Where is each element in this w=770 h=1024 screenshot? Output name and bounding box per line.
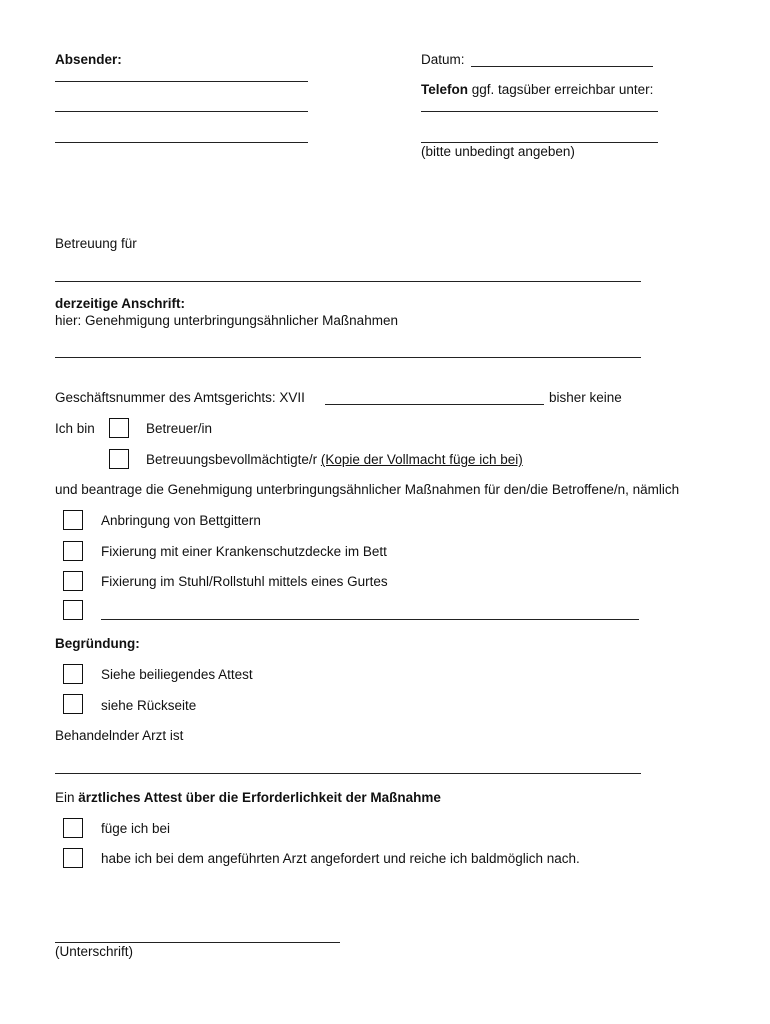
address-label: derzeitige Anschrift: (55, 296, 186, 311)
measure-option-3: Fixierung im Stuhl/Rollstuhl mittels eines Gurtes (101, 574, 388, 589)
role-option-1: Betreuer/in (146, 421, 213, 436)
role-option-2 (146, 452, 523, 467)
address-line[interactable] (55, 357, 641, 358)
reason-option-2: siehe Rückseite (101, 698, 197, 713)
request-text: und beantrage die Genehmigung unterbringungsähnlicher Maßnahmen für den/die Betroffene/n, nämlich (55, 482, 680, 497)
case-label: Geschäftsnummer des Amtsgerichts: XVII (55, 390, 305, 405)
phone-line-2[interactable] (421, 142, 658, 143)
sender-line-2[interactable] (55, 111, 308, 112)
case-none-text: bisher keine (549, 390, 622, 405)
case-number-line[interactable] (325, 404, 544, 405)
date-label: Datum: (421, 52, 465, 67)
reason-label: Begründung: (55, 636, 140, 651)
care-label: Betreuung für (55, 236, 137, 251)
attest-option-1: füge ich bei (101, 821, 171, 836)
sender-line-3[interactable] (55, 142, 308, 143)
measure-checkbox-3[interactable] (63, 571, 83, 591)
role-checkbox-bevollmaechtigte[interactable] (109, 449, 129, 469)
attest-heading (55, 790, 441, 805)
attest-checkbox-1[interactable] (63, 818, 83, 838)
doctor-label: Behandelnder Arzt ist (55, 728, 184, 743)
measure-checkbox-2[interactable] (63, 541, 83, 561)
attest-checkbox-2[interactable] (63, 848, 83, 868)
measure-option-2: Fixierung mit einer Krankenschutzdecke im Bett (101, 544, 387, 559)
attest-prefix: Ein (55, 790, 79, 805)
role-intro: Ich bin (55, 421, 95, 436)
date-line[interactable] (471, 66, 653, 67)
reason-option-1: Siehe beiliegendes Attest (101, 667, 253, 682)
signature-line[interactable] (55, 942, 340, 943)
sender-label: Absender: (55, 52, 122, 67)
phone-label-rest: ggf. tagsüber erreichbar unter: (468, 82, 654, 97)
attest-option-2: habe ich bei dem angeführten Arzt angefordert und reiche ich baldmöglich nach. (101, 851, 580, 866)
subject-text: hier: Genehmigung unterbringungsähnlicher Maßnahmen (55, 313, 398, 328)
measure-checkbox-other[interactable] (63, 600, 83, 620)
role-option-2-note: (Kopie der Vollmacht füge ich bei) (320, 452, 523, 467)
measure-checkbox-1[interactable] (63, 510, 83, 530)
attest-bold: ärztliches Attest über die Erforderlichkeit der Maßnahme (78, 790, 441, 805)
phone-note: (bitte unbedingt angeben) (421, 144, 575, 159)
doctor-line[interactable] (55, 773, 641, 774)
measure-other-line[interactable] (101, 619, 639, 620)
role-option-2-label: Betreuungsbevollmächtigte/r (146, 452, 318, 467)
reason-checkbox-attest[interactable] (63, 664, 83, 684)
care-name-line[interactable] (55, 281, 641, 282)
signature-label: (Unterschrift) (55, 944, 134, 959)
measure-option-1: Anbringung von Bettgittern (101, 513, 261, 528)
phone-label-bold: Telefon (421, 82, 468, 97)
phone-line-1[interactable] (421, 111, 658, 112)
role-checkbox-betreuer[interactable] (109, 418, 129, 438)
reason-checkbox-back[interactable] (63, 694, 83, 714)
sender-line-1[interactable] (55, 81, 308, 82)
phone-label (421, 82, 653, 97)
